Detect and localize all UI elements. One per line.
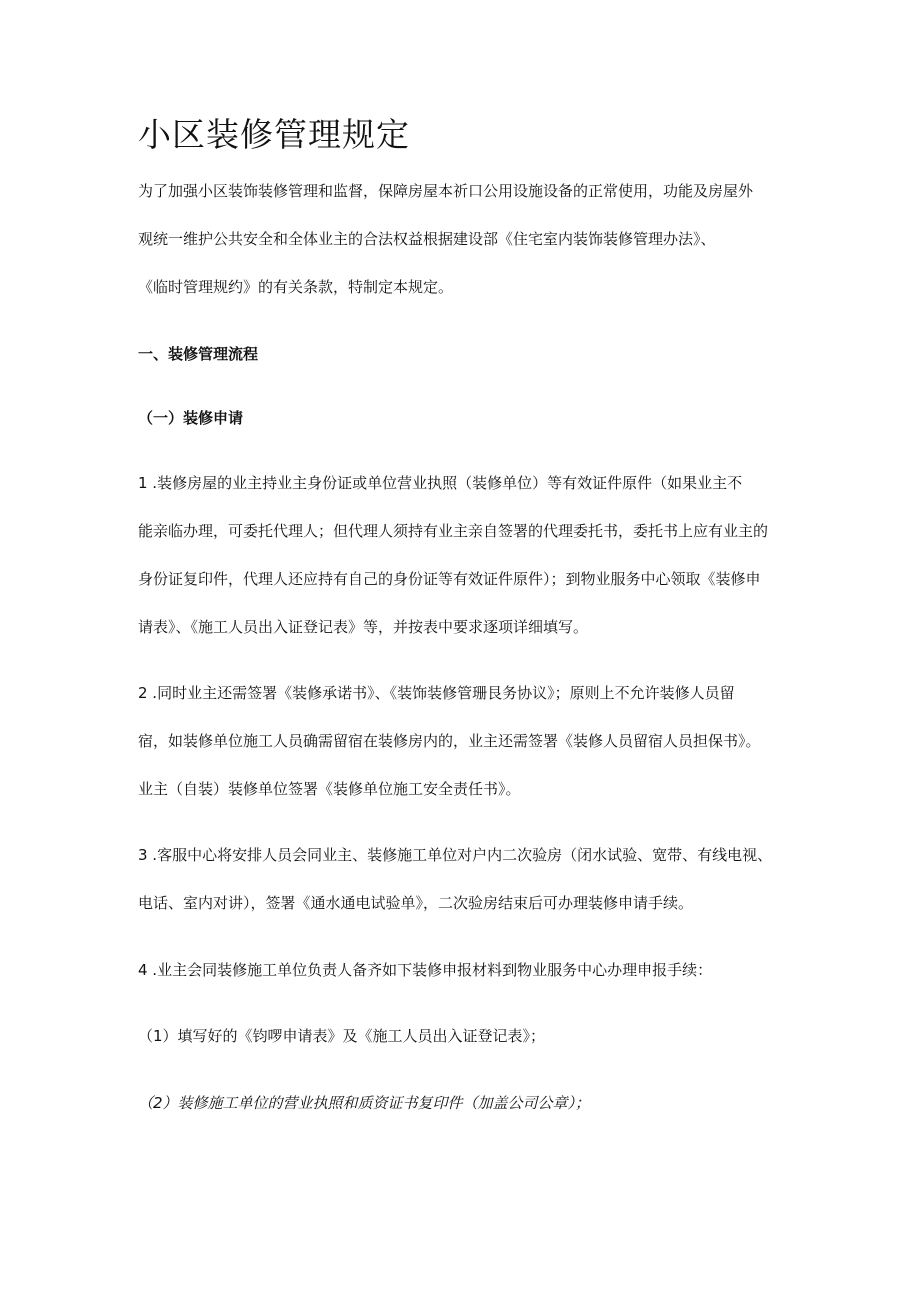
item2-line-1: 2 .同时业主还需签署《装修承诺书》、《装饰装修管珊艮务协议》；原则上不允许装修人员留	[138, 684, 735, 702]
item3-line-2: 电话、室内对讲），签署《通水通电试验单》，二次验房结束后可办理装修申请手续。	[138, 894, 694, 912]
item2-line-3: 业主（自装）装修单位签署《装修单位施工安全责任书》。	[138, 780, 521, 798]
sub-item-2: （2）装修施工单位的营业执照和质资证书复印件（加盖公司公章）；	[138, 1094, 591, 1112]
item1-line-2: 能亲临办理，可委托代理人；但代理人须持有业主亲自签署的代理委托书，委托书上应有业主的	[138, 522, 769, 540]
item2-line-2: 宿，如装修单位施工人员确需留宿在装修房内的，业主还需签署《装修人员留宿人员担保书》。	[138, 732, 761, 750]
page-title: 小区装修管理规定	[138, 115, 410, 154]
intro-line-3: 《临时管理规约》的有关条款，特制定本规定。	[138, 278, 454, 296]
subsection-heading: （一）装修申请	[138, 409, 244, 427]
intro-line-2: 观统一维护公共安全和全体业主的合法权益根据建设部《住宅室内装饰装修管理办法》、	[138, 230, 716, 248]
section-heading: 一、装修管理流程	[138, 345, 259, 363]
item3-line-1: 3 .客服中心将安排人员会同业主、装修施工单位对户内二次验房（闭水试验、宽带、有线电视、	[138, 846, 773, 864]
item1-line-3: 身份证复印件，代理人还应持有自己的身份证等有效证件原件）；到物业服务中心领取《装修申	[138, 570, 761, 588]
item1-line-4: 请表》、《施工人员出入证登记表》等，并按表中要求逐项详细填写。	[138, 618, 589, 636]
intro-line-1: 为了加强小区装饰装修管理和监督，保障房屋本祈口公用设施设备的正常使用，功能及房屋外	[138, 182, 754, 200]
sub-item-1: （1）填写好的《钧啰申请表》及《施工人员出入证登记表》；	[138, 1027, 546, 1045]
item4-line-1: 4 .业主会同装修施工单位负责人备齐如下装修申报材料到物业服务中心办理申报手续：	[138, 961, 713, 979]
item1-line-1: 1 .装修房屋的业主持业主身份证或单位营业执照（装修单位）等有效证件原件（如果业主不	[138, 474, 743, 492]
